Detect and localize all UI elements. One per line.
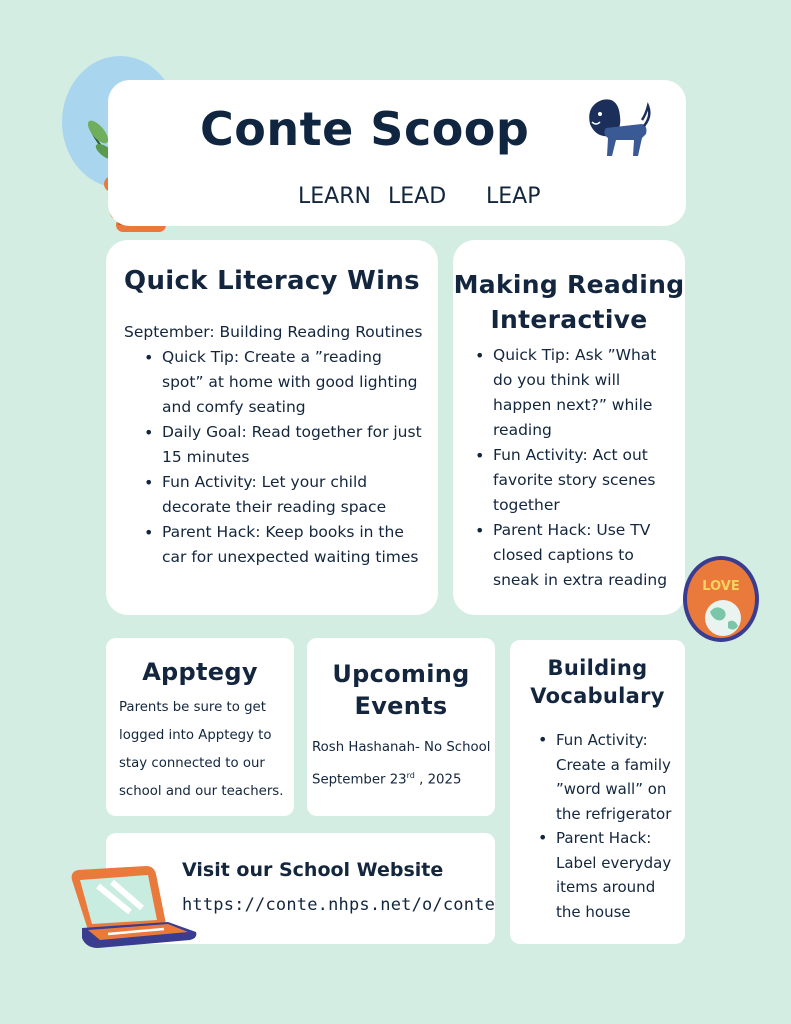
apptegy-line: logged into Apptegy to <box>119 728 272 743</box>
interactive-card <box>453 240 685 615</box>
events-card <box>307 638 495 816</box>
events-title-line1: Upcoming <box>332 660 470 688</box>
motto-learn: LEARN <box>298 184 371 209</box>
vocabulary-title-line1: Building <box>547 656 648 680</box>
interactive-title <box>453 267 685 337</box>
literacy-tips <box>162 345 424 570</box>
interactive-title-line1: Making Reading <box>453 270 685 299</box>
list-item: • Parent Hack: Label everyday items around the house <box>556 826 682 924</box>
love-globe-sticker-icon <box>682 556 762 646</box>
apptegy-line: school and our teachers. <box>119 784 284 799</box>
vocabulary-title <box>510 654 685 710</box>
laptop-icon <box>68 866 200 950</box>
list-item: • Fun Activity: Act out favorite story scenes together <box>493 443 679 518</box>
website-title: Visit our School Website <box>182 859 444 881</box>
lion-mascot-icon <box>582 94 652 160</box>
events-body <box>312 734 495 794</box>
list-item: • Fun Activity: Create a family ”word wall” on the refrigerator <box>556 728 682 826</box>
apptegy-line: Parents be sure to get <box>119 700 266 715</box>
literacy-title: Quick Literacy Wins <box>124 266 420 296</box>
list-item: • Quick Tip: Ask ”What do you think will happen next?” while reading <box>493 343 679 443</box>
event-date-suffix: rd <box>406 771 415 780</box>
apptegy-line: stay connected to our <box>119 756 265 771</box>
website-link[interactable]: https://conte.nhps.net/o/conte <box>182 895 496 915</box>
events-title <box>307 658 495 722</box>
motto <box>298 184 540 209</box>
sticker-text: LOVE <box>702 579 740 594</box>
list-item: • Parent Hack: Keep books in the car for unexpected waiting times <box>162 520 424 570</box>
list-item: • Quick Tip: Create a ”reading spot” at home with good lighting and comfy seating <box>162 345 424 420</box>
vocabulary-card <box>510 640 685 944</box>
motto-lead: LEAD <box>388 184 447 209</box>
motto-leap: LEAP <box>486 184 541 209</box>
vocabulary-tips <box>556 728 682 924</box>
literacy-subtitle: September: Building Reading Routines <box>124 323 423 341</box>
interactive-tips <box>493 343 679 593</box>
list-item: • Parent Hack: Use TV closed captions to sneak in extra reading <box>493 518 679 593</box>
interactive-title-line2: Interactive <box>490 305 648 334</box>
header-card <box>108 80 686 226</box>
vocabulary-title-line2: Vocabulary <box>530 684 665 708</box>
apptegy-title: Apptegy <box>142 658 258 686</box>
event-date-main: September 23 <box>312 772 407 788</box>
event-name: Rosh Hashanah- No School <box>312 740 491 755</box>
event-date <box>312 762 495 794</box>
event-date-year: , 2025 <box>414 772 462 788</box>
literacy-card <box>106 240 438 615</box>
list-item: • Daily Goal: Read together for just 15 minutes <box>162 420 424 470</box>
list-item: • Fun Activity: Let your child decorate their reading space <box>162 470 424 520</box>
events-title-line2: Events <box>354 692 448 720</box>
page-title: Conte Scoop <box>200 102 530 156</box>
apptegy-card <box>106 638 294 816</box>
apptegy-text <box>119 694 294 806</box>
